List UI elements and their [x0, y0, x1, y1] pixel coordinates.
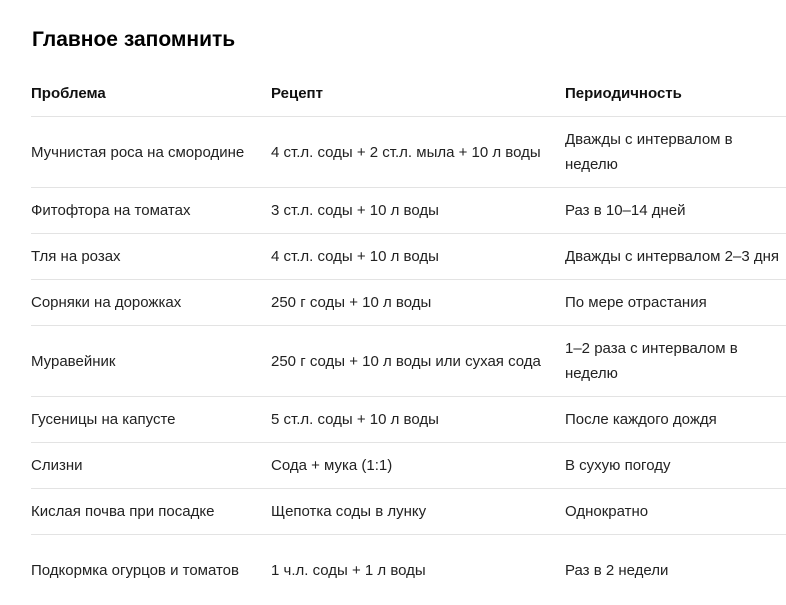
frequency-cell: Дважды с интервалом в неделю [565, 117, 786, 188]
recipe-cell: 4 ст.л. соды + 10 л воды [271, 234, 565, 280]
table-row [31, 535, 786, 605]
table-row [31, 326, 786, 397]
recipe-cell: 250 г соды + 10 л воды или сухая сода [271, 326, 565, 397]
frequency-cell: Однократно [565, 489, 786, 535]
problem-cell: Тля на розах [31, 234, 271, 280]
problem-cell: Сорняки на дорожках [31, 280, 271, 326]
recipe-cell: 3 ст.л. соды + 10 л воды [271, 188, 565, 234]
recipe-cell: 1 ч.л. соды + 1 л воды [271, 535, 565, 605]
recipe-cell: Сода + мука (1:1) [271, 443, 565, 489]
problem-cell: Мучнистая роса на смородине [31, 117, 271, 188]
table-row [31, 489, 786, 535]
problem-cell: Фитофтора на томатах [31, 188, 271, 234]
frequency-cell: Дважды с интервалом 2–3 дня [565, 234, 786, 280]
column-header-problem: Проблема [31, 70, 271, 117]
problem-cell: Слизни [31, 443, 271, 489]
column-header-frequency: Периодичность [565, 70, 786, 117]
table-row [31, 280, 786, 326]
table-row [31, 188, 786, 234]
frequency-cell: 1–2 раза с интервалом в неделю [565, 326, 786, 397]
table-header-row [31, 70, 786, 117]
table-row [31, 234, 786, 280]
problem-cell: Кислая почва при посадке [31, 489, 271, 535]
frequency-cell: Раз в 10–14 дней [565, 188, 786, 234]
recipe-cell: 5 ст.л. соды + 10 л воды [271, 397, 565, 443]
frequency-cell: После каждого дождя [565, 397, 786, 443]
frequency-cell: В сухую погоду [565, 443, 786, 489]
table-row [31, 117, 786, 188]
summary-table [31, 70, 786, 605]
page-title: Главное запомнить [32, 26, 235, 54]
column-header-recipe: Рецепт [271, 70, 565, 117]
table-row [31, 397, 786, 443]
table-row [31, 443, 786, 489]
frequency-cell: По мере отрастания [565, 280, 786, 326]
recipe-cell: 4 ст.л. соды + 2 ст.л. мыла + 10 л воды [271, 117, 565, 188]
problem-cell: Подкормка огурцов и томатов [31, 535, 271, 605]
frequency-cell: Раз в 2 недели [565, 535, 786, 605]
recipe-cell: 250 г соды + 10 л воды [271, 280, 565, 326]
problem-cell: Муравейник [31, 326, 271, 397]
problem-cell: Гусеницы на капусте [31, 397, 271, 443]
recipe-cell: Щепотка соды в лунку [271, 489, 565, 535]
